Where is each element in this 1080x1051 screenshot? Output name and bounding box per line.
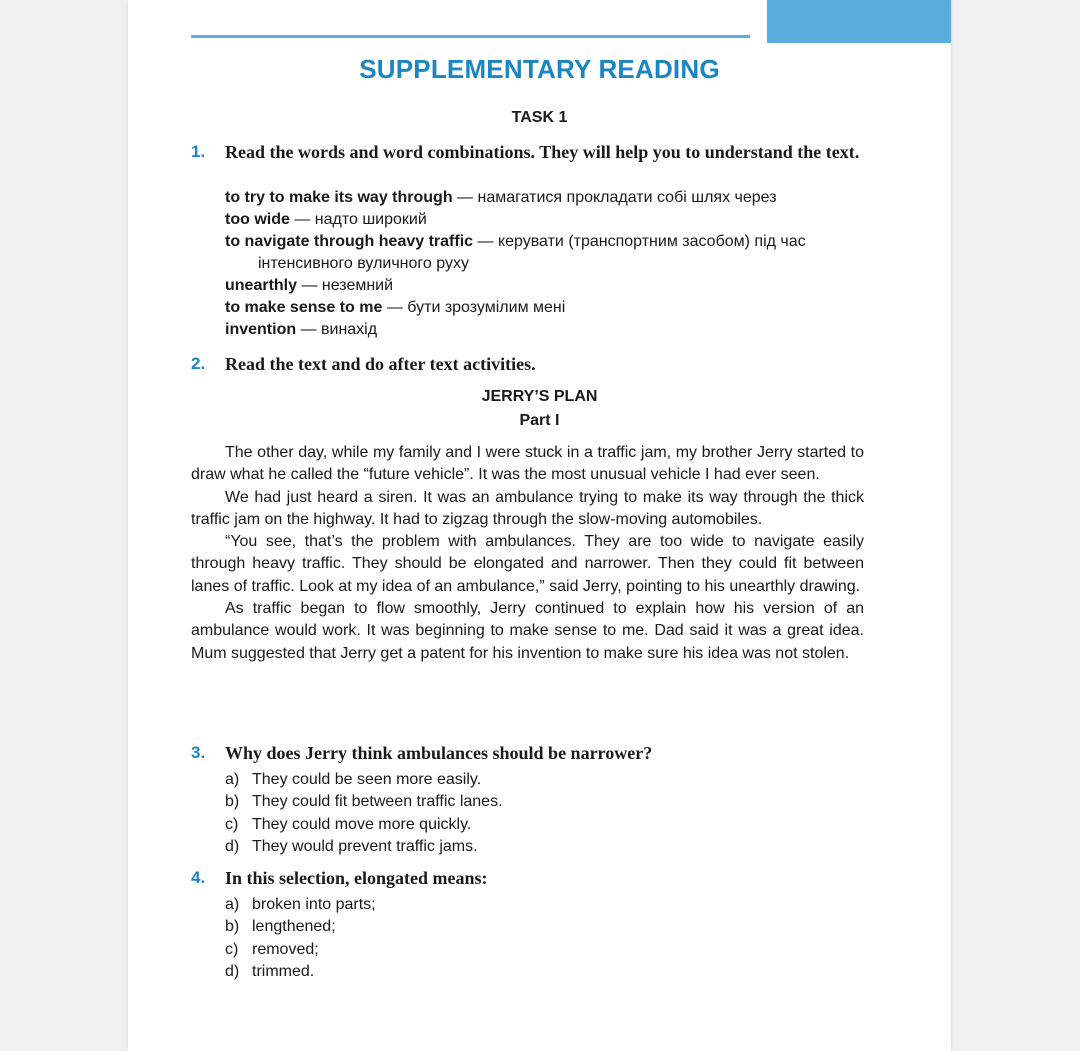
vocab-translation: — неземний [297,277,394,294]
option-letter: d) [225,837,240,855]
vocab-term: to navigate through heavy traffic [225,233,474,250]
vocab-term: too wide [225,211,290,228]
question-number: 3. [191,743,206,762]
option-text: trimmed. [252,962,315,980]
vocab-item [225,319,867,341]
option-text: lengthened; [252,918,336,936]
answer-options [225,894,865,983]
vocab-translation: — намагатися прокладати собі шлях через [452,189,777,206]
option-letter: a) [225,771,240,788]
option-letter: b) [225,918,240,936]
vocab-term: unearthly [225,277,298,294]
vocab-term: invention [225,321,297,338]
answer-option[interactable] [225,916,865,938]
option-text: broken into parts; [252,896,376,913]
document-page [128,0,951,1051]
vocab-term: to try to make its way through [225,189,453,206]
story-paragraph: We had just heard a siren. It was an ambulance trying to make its way through the thick traffic jam on the highway. It had to zigzag through the slow-moving automobiles. [191,488,864,528]
question-text: Why does Jerry think ambulances should be narrower? [225,743,653,763]
answer-option[interactable] [225,961,865,983]
question-number: 4. [191,868,206,887]
vocab-item [225,275,867,297]
vocab-item [225,209,867,231]
option-text: removed; [252,940,319,958]
option-letter: b) [225,793,240,811]
option-text: They could fit between traffic lanes. [252,793,503,811]
vocab-item [225,231,867,275]
answer-option[interactable] [225,836,865,858]
vocab-item [225,187,867,209]
option-letter: a) [225,896,240,913]
header-color-block [767,0,951,43]
story-part: Part I [519,412,560,429]
vocab-item [225,297,867,319]
option-letter: d) [225,962,240,980]
option-letter: c) [225,940,239,958]
story-paragraph: The other day, while my family and I were stuck in a traffic jam, my brother Jerry started to draw what he called the “future vehicle”. It was the most unusual vehicle I had ever seen. [191,444,864,484]
vocab-translation: — надто широкий [289,211,427,228]
story-text [191,442,864,665]
question-text: Read the text and do after text activities. [225,354,536,374]
question-number: 2. [191,354,206,373]
story-title: JERRY’S PLAN [481,388,598,405]
story-paragraph: As traffic began to flow smoothly, Jerry continued to explain how his version of an ambulance would work. It was beginning to make sense to me. Dad said it was a great idea. Mum suggested that Jerry get a patent for his invention to make sure his idea was not stolen. [191,600,864,662]
question-text: Read the words and word combinations. They will help you to understand the text. [225,142,860,162]
vocab-term: to make sense to me [225,299,383,316]
vocab-translation: — керувати (транспортним засобом) під час [473,233,806,250]
question-text: In this selection, elongated means: [225,868,488,888]
option-text: They would prevent traffic jams. [252,837,478,855]
answer-option[interactable] [225,791,865,813]
answer-option[interactable] [225,769,865,791]
answer-option[interactable] [225,894,865,916]
section-title: SUPPLEMENTARY READING [359,54,720,84]
story-paragraph: “You see, that’s the problem with ambulances. They are too wide to navigate easily through heavy traffic. They should be elongated and narrower. Then they could fit between lanes of traffic. Look at my idea of an ambulance,” said Jerry, pointing to his unearthly drawing. [191,533,864,595]
answer-option[interactable] [225,939,865,961]
vocab-translation-continued: інтенсивного вуличного руху [258,255,469,272]
option-text: They could move more quickly. [252,815,472,833]
vocab-translation: — винахід [296,321,378,338]
answer-option[interactable] [225,814,865,836]
option-text: They could be seen more easily. [252,771,482,788]
header-rule [191,35,750,38]
task-title: TASK 1 [511,109,568,126]
question-number: 1. [191,142,206,161]
answer-options [225,769,865,858]
vocabulary-list [225,187,867,341]
vocab-translation: — бути зрозумілим мені [382,299,566,316]
option-letter: c) [225,815,239,833]
